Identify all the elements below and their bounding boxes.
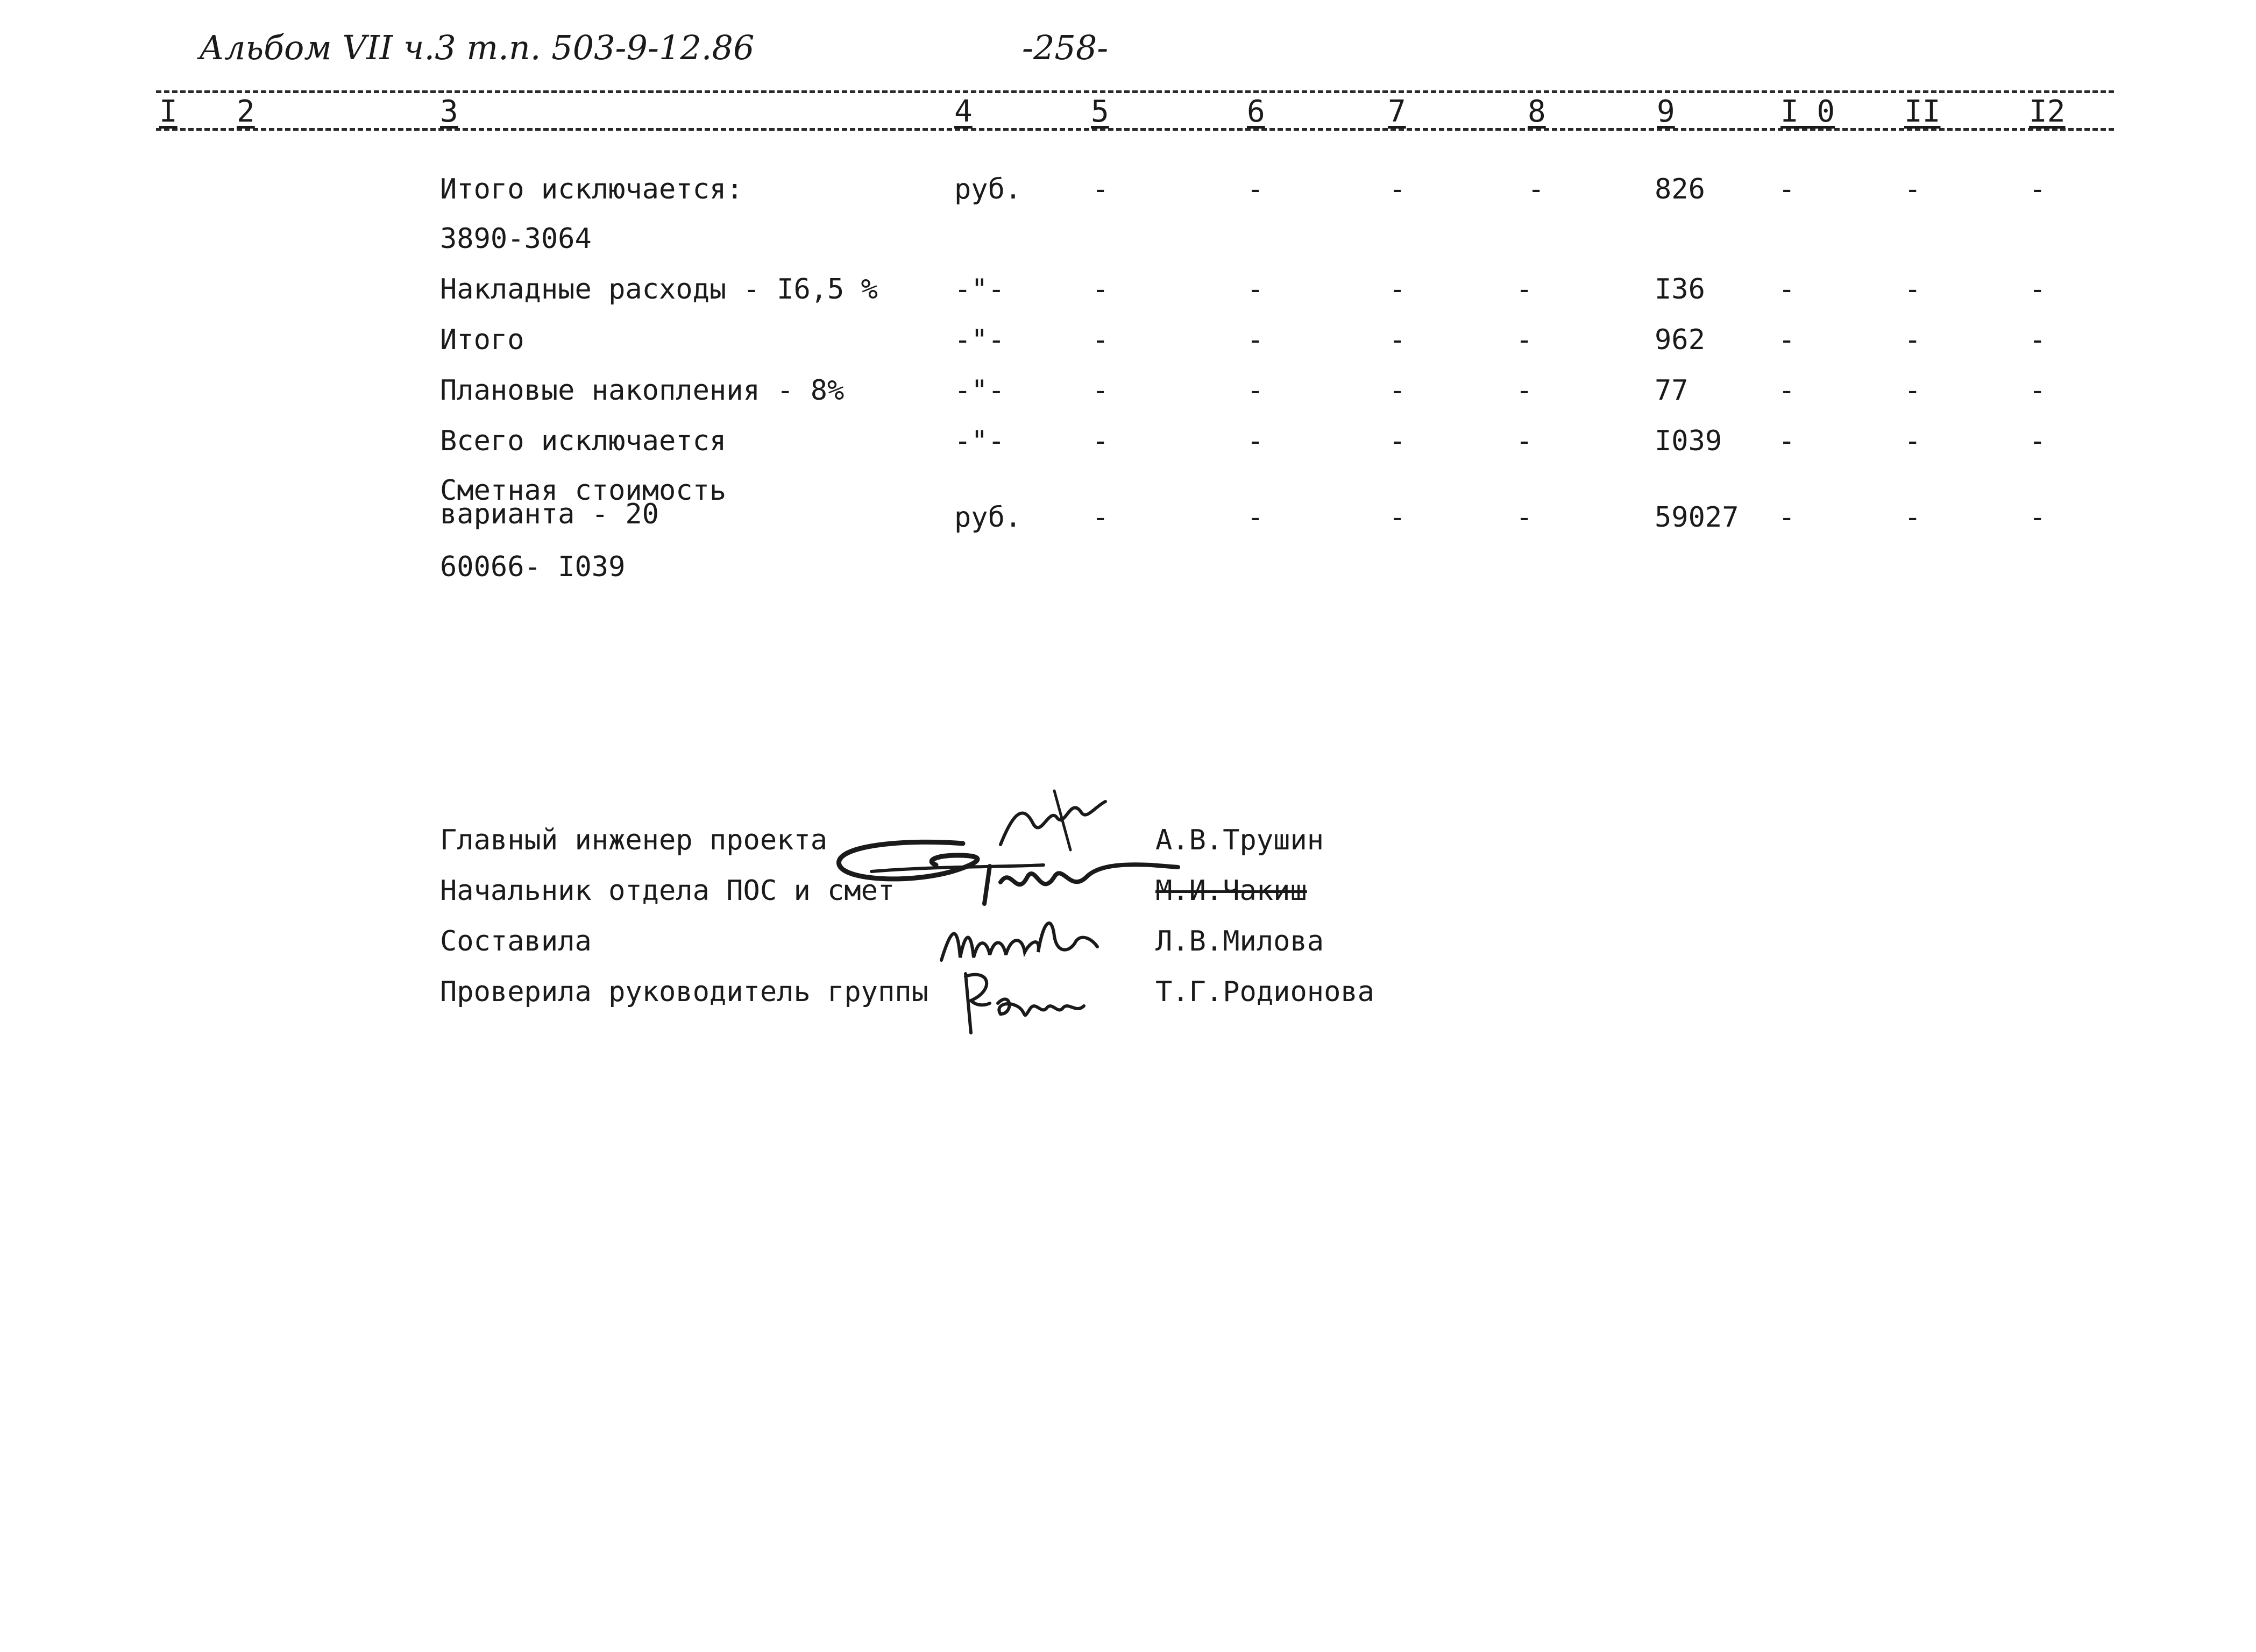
column-number-3: 3 <box>440 94 458 129</box>
row-name: Итого исключается: <box>440 173 743 205</box>
cell-col5: - <box>1092 273 1109 306</box>
cell-col7: - <box>1389 273 1406 306</box>
row-name: Итого <box>440 324 524 356</box>
cell-col11: - <box>1904 501 1921 534</box>
cell-col8: - <box>1528 173 1545 205</box>
cell-col9: I039 <box>1655 425 1722 457</box>
cell-col8: - <box>1516 501 1533 534</box>
row-unit: -"- <box>954 273 1005 306</box>
signature-person: А.В.Трушин <box>1155 824 1324 856</box>
cell-col12: - <box>2029 374 2046 407</box>
column-number-8: 8 <box>1528 94 1546 129</box>
cell-col12: - <box>2029 173 2046 205</box>
row-name: 60066- I039 <box>440 551 626 583</box>
cell-col12: - <box>2029 501 2046 534</box>
cell-col8: - <box>1516 273 1533 306</box>
column-number-2: 2 <box>237 94 255 129</box>
cell-col5: - <box>1092 173 1109 205</box>
row-unit: -"- <box>954 425 1005 457</box>
handwritten-signature-rodionova <box>952 963 1103 1044</box>
column-number-10: I 0 <box>1780 94 1835 129</box>
cell-col10: - <box>1778 374 1796 407</box>
row-name-line1: Сметная стоимость <box>440 474 727 507</box>
cell-col6: - <box>1247 501 1264 534</box>
signature-person: М.И.Чакиш <box>1155 875 1307 907</box>
cell-col10: - <box>1778 501 1796 534</box>
cell-col5: - <box>1092 425 1109 457</box>
cell-col7: - <box>1389 173 1406 205</box>
cell-col7: - <box>1389 374 1406 407</box>
column-number-7: 7 <box>1388 94 1406 129</box>
cell-col10: - <box>1778 425 1796 457</box>
row-unit: -"- <box>954 374 1005 407</box>
column-number-1: I <box>159 94 178 129</box>
cell-col6: - <box>1247 374 1264 407</box>
row-name-line2: варианта - 20 <box>440 498 659 530</box>
column-number-4: 4 <box>954 94 973 129</box>
cell-col6: - <box>1247 425 1264 457</box>
cell-col5: - <box>1092 501 1109 534</box>
cell-col9: I36 <box>1655 273 1705 306</box>
row-name: 3890-3064 <box>440 223 592 255</box>
cell-col8: - <box>1516 374 1533 407</box>
cell-col7: - <box>1389 425 1406 457</box>
cell-col5: - <box>1092 374 1109 407</box>
column-number-12: I2 <box>2029 94 2066 129</box>
cell-col10: - <box>1778 173 1796 205</box>
cell-col9: 826 <box>1655 173 1705 205</box>
cell-col9: 77 <box>1655 374 1689 407</box>
row-unit: руб. <box>954 173 1022 205</box>
cell-col9: 59027 <box>1655 501 1739 534</box>
handwritten-signature-chakish <box>828 834 1183 914</box>
signature-position: Проверила руководитель группы <box>440 976 928 1008</box>
signature-position: Составила <box>440 925 592 958</box>
table-top-rule <box>156 90 2114 93</box>
cell-col11: - <box>1904 324 1921 356</box>
row-name: Накладные расходы - I6,5 % <box>440 273 878 306</box>
page-number: -258- <box>1022 28 1109 67</box>
row-unit: -"- <box>954 324 1005 356</box>
column-number-6: 6 <box>1247 94 1265 129</box>
row-name: Плановые накопления - 8% <box>440 374 845 407</box>
cell-col11: - <box>1904 374 1921 407</box>
signature-person: Л.В.Милова <box>1155 925 1324 958</box>
cell-col5: - <box>1092 324 1109 356</box>
cell-col8: - <box>1516 324 1533 356</box>
cell-col11: - <box>1904 173 1921 205</box>
signature-position: Начальник отдела ПОС и смет <box>440 875 895 907</box>
cell-col11: - <box>1904 425 1921 457</box>
row-name: Всего исключается <box>440 425 727 457</box>
column-number-11: II <box>1904 94 1941 129</box>
cell-col12: - <box>2029 324 2046 356</box>
cell-col9: 962 <box>1655 324 1705 356</box>
column-number-5: 5 <box>1091 94 1109 129</box>
cell-col7: - <box>1389 324 1406 356</box>
album-reference: Альбом VII ч.3 т.п. 503-9-12.86 <box>199 28 755 67</box>
cell-col10: - <box>1778 273 1796 306</box>
cell-col7: - <box>1389 501 1406 534</box>
cell-col6: - <box>1247 324 1264 356</box>
signature-position: Главный инженер проекта <box>440 824 828 856</box>
cell-col10: - <box>1778 324 1796 356</box>
cell-col11: - <box>1904 273 1921 306</box>
cell-col12: - <box>2029 425 2046 457</box>
signature-person: Т.Г.Родионова <box>1155 976 1374 1008</box>
cell-col6: - <box>1247 173 1264 205</box>
cell-col6: - <box>1247 273 1264 306</box>
row-unit: руб. <box>954 501 1022 534</box>
column-number-9: 9 <box>1657 94 1675 129</box>
cell-col8: - <box>1516 425 1533 457</box>
cell-col12: - <box>2029 273 2046 306</box>
